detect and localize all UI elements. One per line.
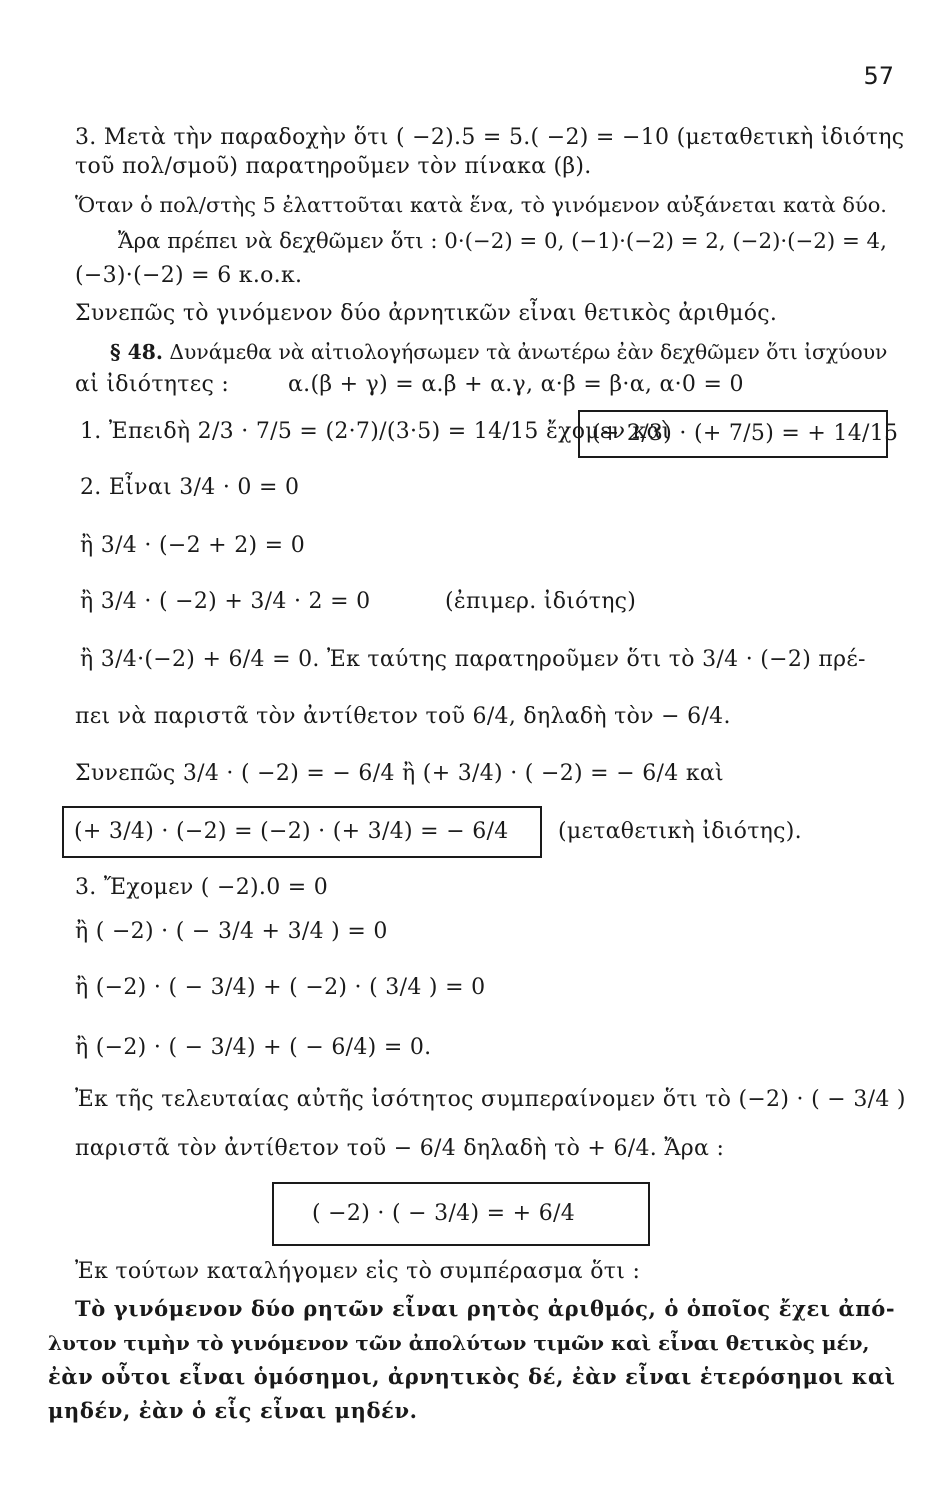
text-line: τοῦ πολ/σμοῦ) παρατηροῦμεν τὸν πίνακα (β).: [75, 154, 592, 179]
conclusion-line: λυτον τιμὴν τὸ γινόμενον τῶν ἀπολύτων τιμῶν καὶ εἶναι θετικὸς μέν,: [48, 1331, 870, 1355]
math-line: ἢ ( −2) · ( − 3/4 + 3/4 ) = 0: [75, 919, 388, 944]
math-line: ἢ 3/4 · (−2 + 2) = 0: [80, 533, 305, 558]
boxed-formula: (+ 2/3) · (+ 7/5) = + 14/15: [592, 421, 899, 446]
boxed-result: [272, 1182, 650, 1246]
page-number: 57: [863, 62, 894, 90]
text-line: αἱ ἰδιότητες :: [75, 372, 230, 397]
section-line: [110, 338, 887, 366]
annotation: (μεταθετικὴ ἰδιότης).: [558, 819, 802, 844]
boxed-result: [578, 410, 899, 458]
section-text: Δυνάμεθα νὰ αἰτιολογήσωμεν τὰ ἀνωτέρω ἐὰν δεχθῶμεν ὅτι ἰσχύουν: [162, 340, 888, 364]
text-line: Ἐκ τῆς τελευταίας αὐτῆς ἰσότητος συμπεραίνομεν ὅτι τὸ (−2) · ( − 3/4 ): [75, 1087, 906, 1112]
math-line: ἢ (−2) · ( − 3/4) + ( −2) · ( 3/4 ) = 0: [75, 975, 486, 1000]
text-line: Ἐκ τούτων καταλήγομεν εἰς τὸ συμπέρασμα ὅτι :: [75, 1259, 641, 1284]
math-line: Συνεπῶς 3/4 · ( −2) = − 6/4 ἢ (+ 3/4) · ( −2) = − 6/4 καὶ: [75, 761, 724, 786]
text-line: Ἄρα πρέπει νὰ δεχθῶμεν ὅτι : 0·(−2) = 0, (−1)·(−2) = 2, (−2)·(−2) = 4,: [118, 229, 887, 254]
properties-formula: α.(β + γ) = α.β + α.γ, α·β = β·α, α·0 = 0: [288, 372, 744, 397]
math-line: ἢ (−2) · ( − 3/4) + ( − 6/4) = 0.: [75, 1035, 432, 1060]
math-line: πει νὰ παριστᾶ τὸν ἀντίθετον τοῦ 6/4, δηλαδὴ τὸν − 6/4.: [75, 704, 731, 729]
text-line: Ὅταν ὁ πολ/στὴς 5 ἐλαττοῦται κατὰ ἕνα, τὸ γινόμενον αὐξάνεται κατὰ δύο.: [75, 193, 887, 217]
text-line: Συνεπῶς τὸ γινόμενον δύο ἀρνητικῶν εἶναι θετικὸς ἀριθμός.: [75, 301, 778, 326]
math-line: 3. Ἔχομεν ( −2).0 = 0: [75, 875, 329, 900]
conclusion-line: Τὸ γινόμενον δύο ρητῶν εἶναι ρητὸς ἀριθμός, ὁ ὁποῖος ἔχει ἀπό-: [75, 1296, 896, 1321]
text-line: (−3)·(−2) = 6 κ.ο.κ.: [75, 263, 303, 288]
math-line: ἢ 3/4·(−2) + 6/4 = 0. Ἐκ ταύτης παρατηροῦμεν ὅτι τὸ 3/4 · (−2) πρέ-: [80, 647, 866, 672]
boxed-result: [62, 806, 542, 858]
conclusion-line: ἐὰν οὗτοι εἶναι ὁμόσημοι, ἀρνητικὸς δέ, ἐὰν εἶναι ἑτερόσημοι καὶ: [48, 1364, 896, 1389]
text-line: παριστᾶ τὸν ἀντίθετον τοῦ − 6/4 δηλαδὴ τὸ + 6/4. Ἄρα :: [75, 1136, 725, 1161]
section-number: § 48.: [110, 340, 163, 364]
text-line: 3. Μετὰ τὴν παραδοχὴν ὅτι ( −2).5 = 5.( −2) = −10 (μεταθετικὴ ἰδιότης: [75, 125, 905, 150]
math-line: ἢ 3/4 · ( −2) + 3/4 · 2 = 0: [80, 589, 371, 614]
boxed-formula: (+ 3/4) · (−2) = (−2) · (+ 3/4) = − 6/4: [74, 819, 509, 844]
math-line: 1. Ἐπειδὴ 2/3 · 7/5 = (2·7)/(3·5) = 14/15 ἔχομεν καὶ: [80, 419, 671, 444]
boxed-formula: ( −2) · ( − 3/4) = + 6/4: [312, 1201, 576, 1226]
math-line: 2. Εἶναι 3/4 · 0 = 0: [80, 475, 300, 500]
conclusion-line: μηδέν, ἐὰν ὁ εἷς εἶναι μηδέν.: [48, 1398, 418, 1423]
annotation: (ἐπιμερ. ἰδιότης): [445, 589, 637, 614]
